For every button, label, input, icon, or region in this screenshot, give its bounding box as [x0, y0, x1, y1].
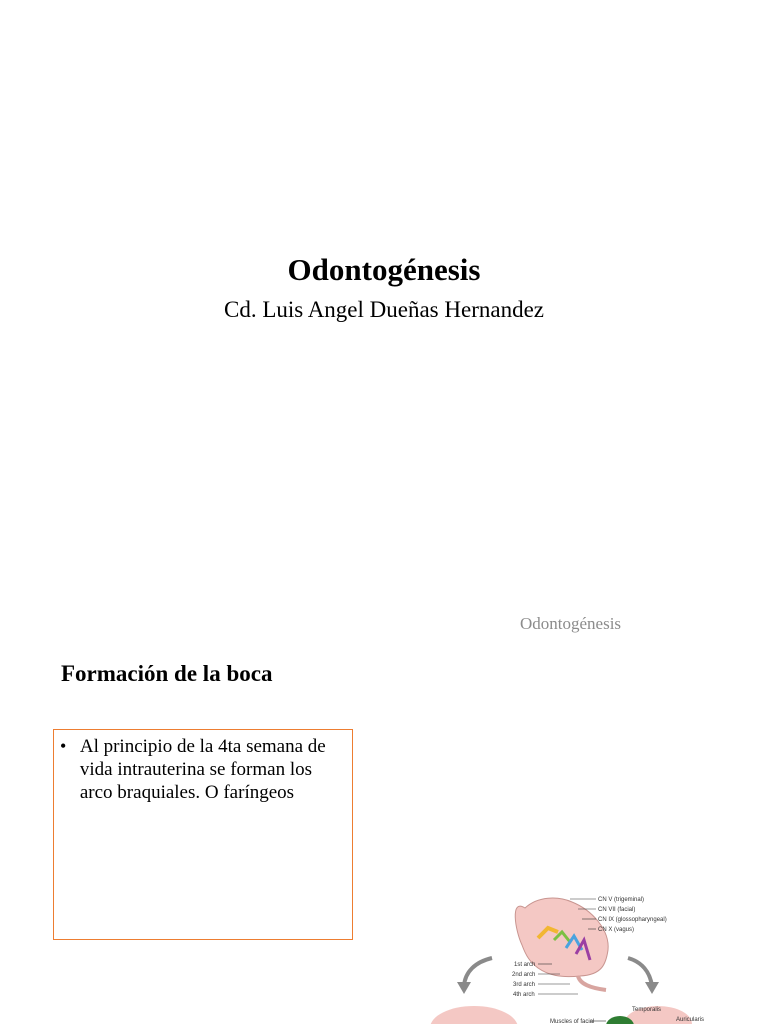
- muscle-label-auricularis: Auricularis: [676, 1017, 705, 1023]
- slide-subtitle: Cd. Luis Angel Dueñas Hernandez: [223, 297, 544, 322]
- muscle-label-temporalis: Temporalis: [632, 1007, 662, 1013]
- right-arrow-icon: [628, 958, 652, 986]
- bullet-item: [60, 735, 346, 804]
- arch-label-1: 1st arch: [514, 962, 536, 968]
- section-title: Formación de la boca: [61, 661, 273, 686]
- slide-title: Odontogénesis: [287, 252, 481, 287]
- bullet-text: Al principio de la 4ta semana de vida intrauterina se forman los arco braquiales. O faríngeos: [79, 736, 326, 803]
- embryo-pharyngeal-arches-figure: [430, 890, 768, 1024]
- embryo-tail: [578, 976, 606, 990]
- bullet-marker: •: [60, 736, 67, 756]
- arch-label-2: 2nd arch: [512, 972, 536, 978]
- muscle-label-facial: Muscles of facial: [550, 1019, 595, 1024]
- nerve-label-cn5: CN V (trigeminal): [598, 897, 645, 903]
- nerve-label-cn7: CN VII (facial): [598, 907, 636, 913]
- arch-label-3: 3rd arch: [513, 982, 536, 988]
- nerve-label-cn10: CN X (vagus): [598, 927, 635, 933]
- nerve-label-cn9: CN IX (glossopharyngeal): [598, 917, 667, 923]
- left-head-figure: [430, 1006, 518, 1024]
- slide-header-label: Odontogénesis: [520, 614, 622, 633]
- arch-label-4: 4th arch: [513, 992, 535, 998]
- left-arrow-icon: [464, 958, 492, 986]
- bullet-textbox: [53, 729, 353, 940]
